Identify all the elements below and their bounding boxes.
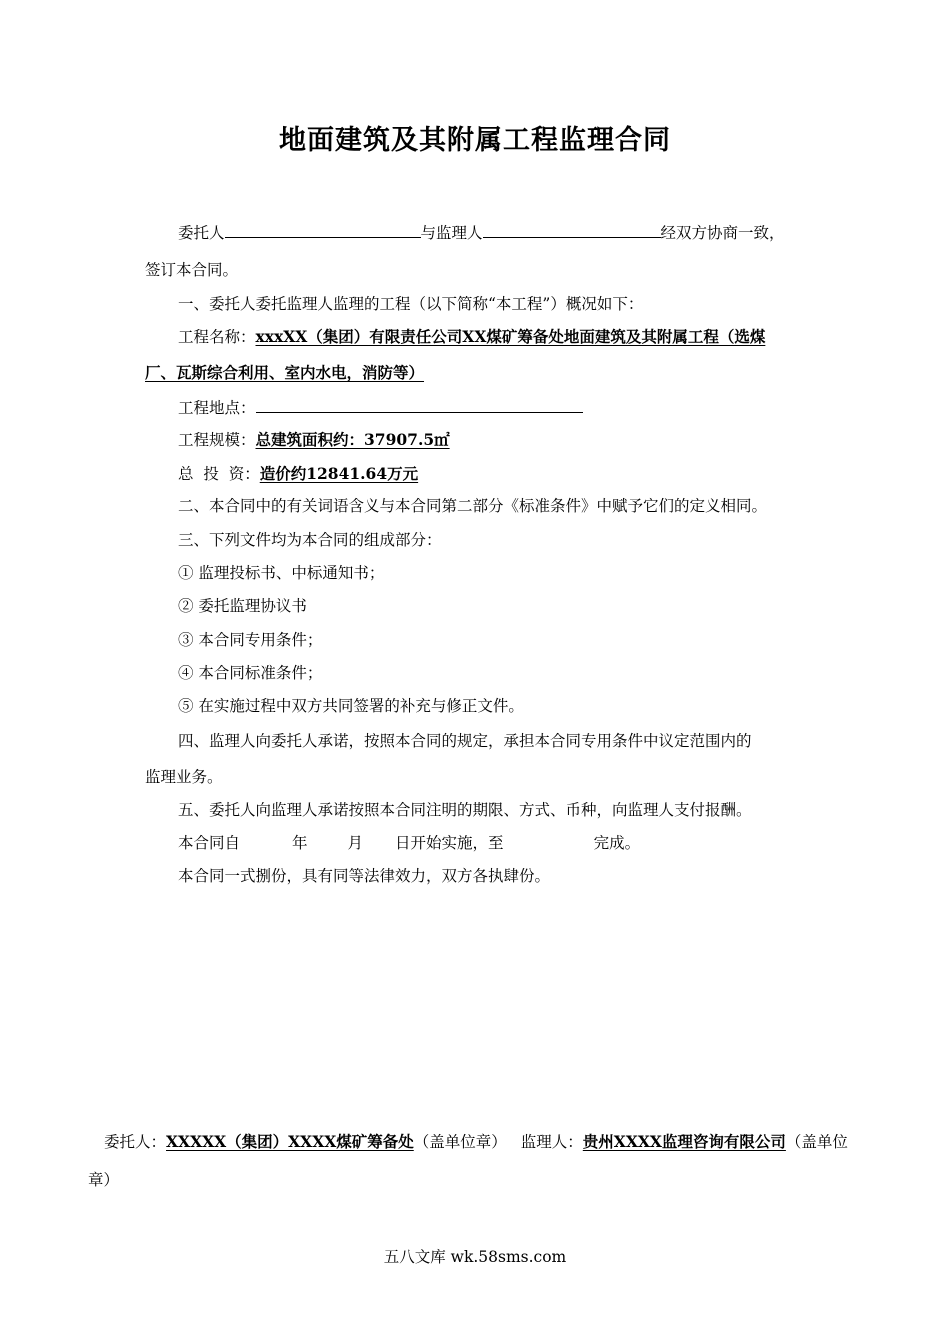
agreed-text: 经双方协商一致， <box>660 224 785 242</box>
signature-supervisor-name: 贵州XXXX监理咨询有限公司 <box>582 1132 786 1151</box>
signature-line <box>104 1132 848 1152</box>
project-name-line <box>178 327 765 347</box>
signature-seal: （盖单位章） <box>413 1133 507 1151</box>
signature-client-label: 委托人： <box>104 1133 167 1151</box>
copies-text: 本合同一式捌份，具有同等法律效力，双方各执肆份。 <box>178 867 551 885</box>
signature-seal: 章） <box>88 1171 120 1189</box>
footer-watermark: 五八文库 wk.58sms.com <box>383 1248 567 1266</box>
document-item: ④ 本合同标准条件； <box>178 664 323 682</box>
investment-line <box>178 464 432 484</box>
project-name-label: 工程名称： <box>178 328 256 346</box>
project-location-blank[interactable] <box>256 397 583 413</box>
project-name-value-1: xxxXX（集团）有限责任公司XX煤矿筹备处地面建筑及其附属工程（选煤 <box>255 327 766 346</box>
section5-text: 五、委托人向监理人承诺按照本合同注明的期限、方式、币种，向监理人支付报酬。 <box>178 801 752 819</box>
client-blank[interactable] <box>225 222 421 238</box>
project-name-continued <box>145 363 424 383</box>
document-item: ③ 本合同专用条件； <box>178 631 323 649</box>
supervisor-blank[interactable] <box>483 222 661 238</box>
period-year: 年 <box>292 834 308 852</box>
investment-value: 造价约12841.64万元 <box>259 464 419 483</box>
client-label: 委托人 <box>178 224 225 242</box>
period-from: 本合同自 <box>178 834 241 852</box>
investment-label: 总 投 资： <box>178 465 260 483</box>
project-scale-label: 工程规模： <box>178 431 256 449</box>
period-month: 月 <box>347 834 364 852</box>
section3-heading: 三、下列文件均为本合同的组成部分： <box>178 531 442 549</box>
project-scale-line <box>178 430 450 450</box>
intro-line <box>178 222 785 243</box>
project-location-line <box>178 397 583 418</box>
signature-seal: （盖单位 <box>785 1133 848 1151</box>
project-name-value-2: 厂、瓦斯综合利用、室内水电，消防等） <box>145 363 425 382</box>
section2-text: 二、本合同中的有关词语含义与本合同第二部分《标准条件》中赋予它们的定义相同。 <box>178 497 768 515</box>
section4-text: 四、监理人向委托人承诺，按照本合同的规定，承担本合同专用条件中议定范围内的 <box>178 732 752 750</box>
project-scale-value: 总建筑面积约：37907.5㎡ <box>255 430 450 449</box>
document-title: 地面建筑及其附属工程监理合同 <box>279 125 671 156</box>
document-item: ⑤ 在实施过程中双方共同签署的补充与修正文件。 <box>178 697 524 715</box>
signature-client-name: XXXXX（集团）XXXX煤矿筹备处 <box>166 1132 414 1151</box>
period-day-start: 日开始实施，至 <box>395 834 504 852</box>
section4-continued: 监理业务。 <box>145 768 223 786</box>
signature-supervisor-label: 监理人： <box>520 1133 583 1151</box>
period-line <box>178 833 640 853</box>
section1-heading: 一、委托人委托监理人监理的工程（以下简称“本工程”）概况如下： <box>178 295 644 313</box>
supervisor-label: 与监理人 <box>420 224 483 242</box>
project-location-label: 工程地点： <box>178 399 256 417</box>
document-item: ① 监理投标书、中标通知书； <box>178 564 385 582</box>
sign-text: 签订本合同。 <box>145 261 239 279</box>
period-done: 完成。 <box>593 834 641 852</box>
document-item: ② 委托监理协议书 <box>178 597 307 615</box>
